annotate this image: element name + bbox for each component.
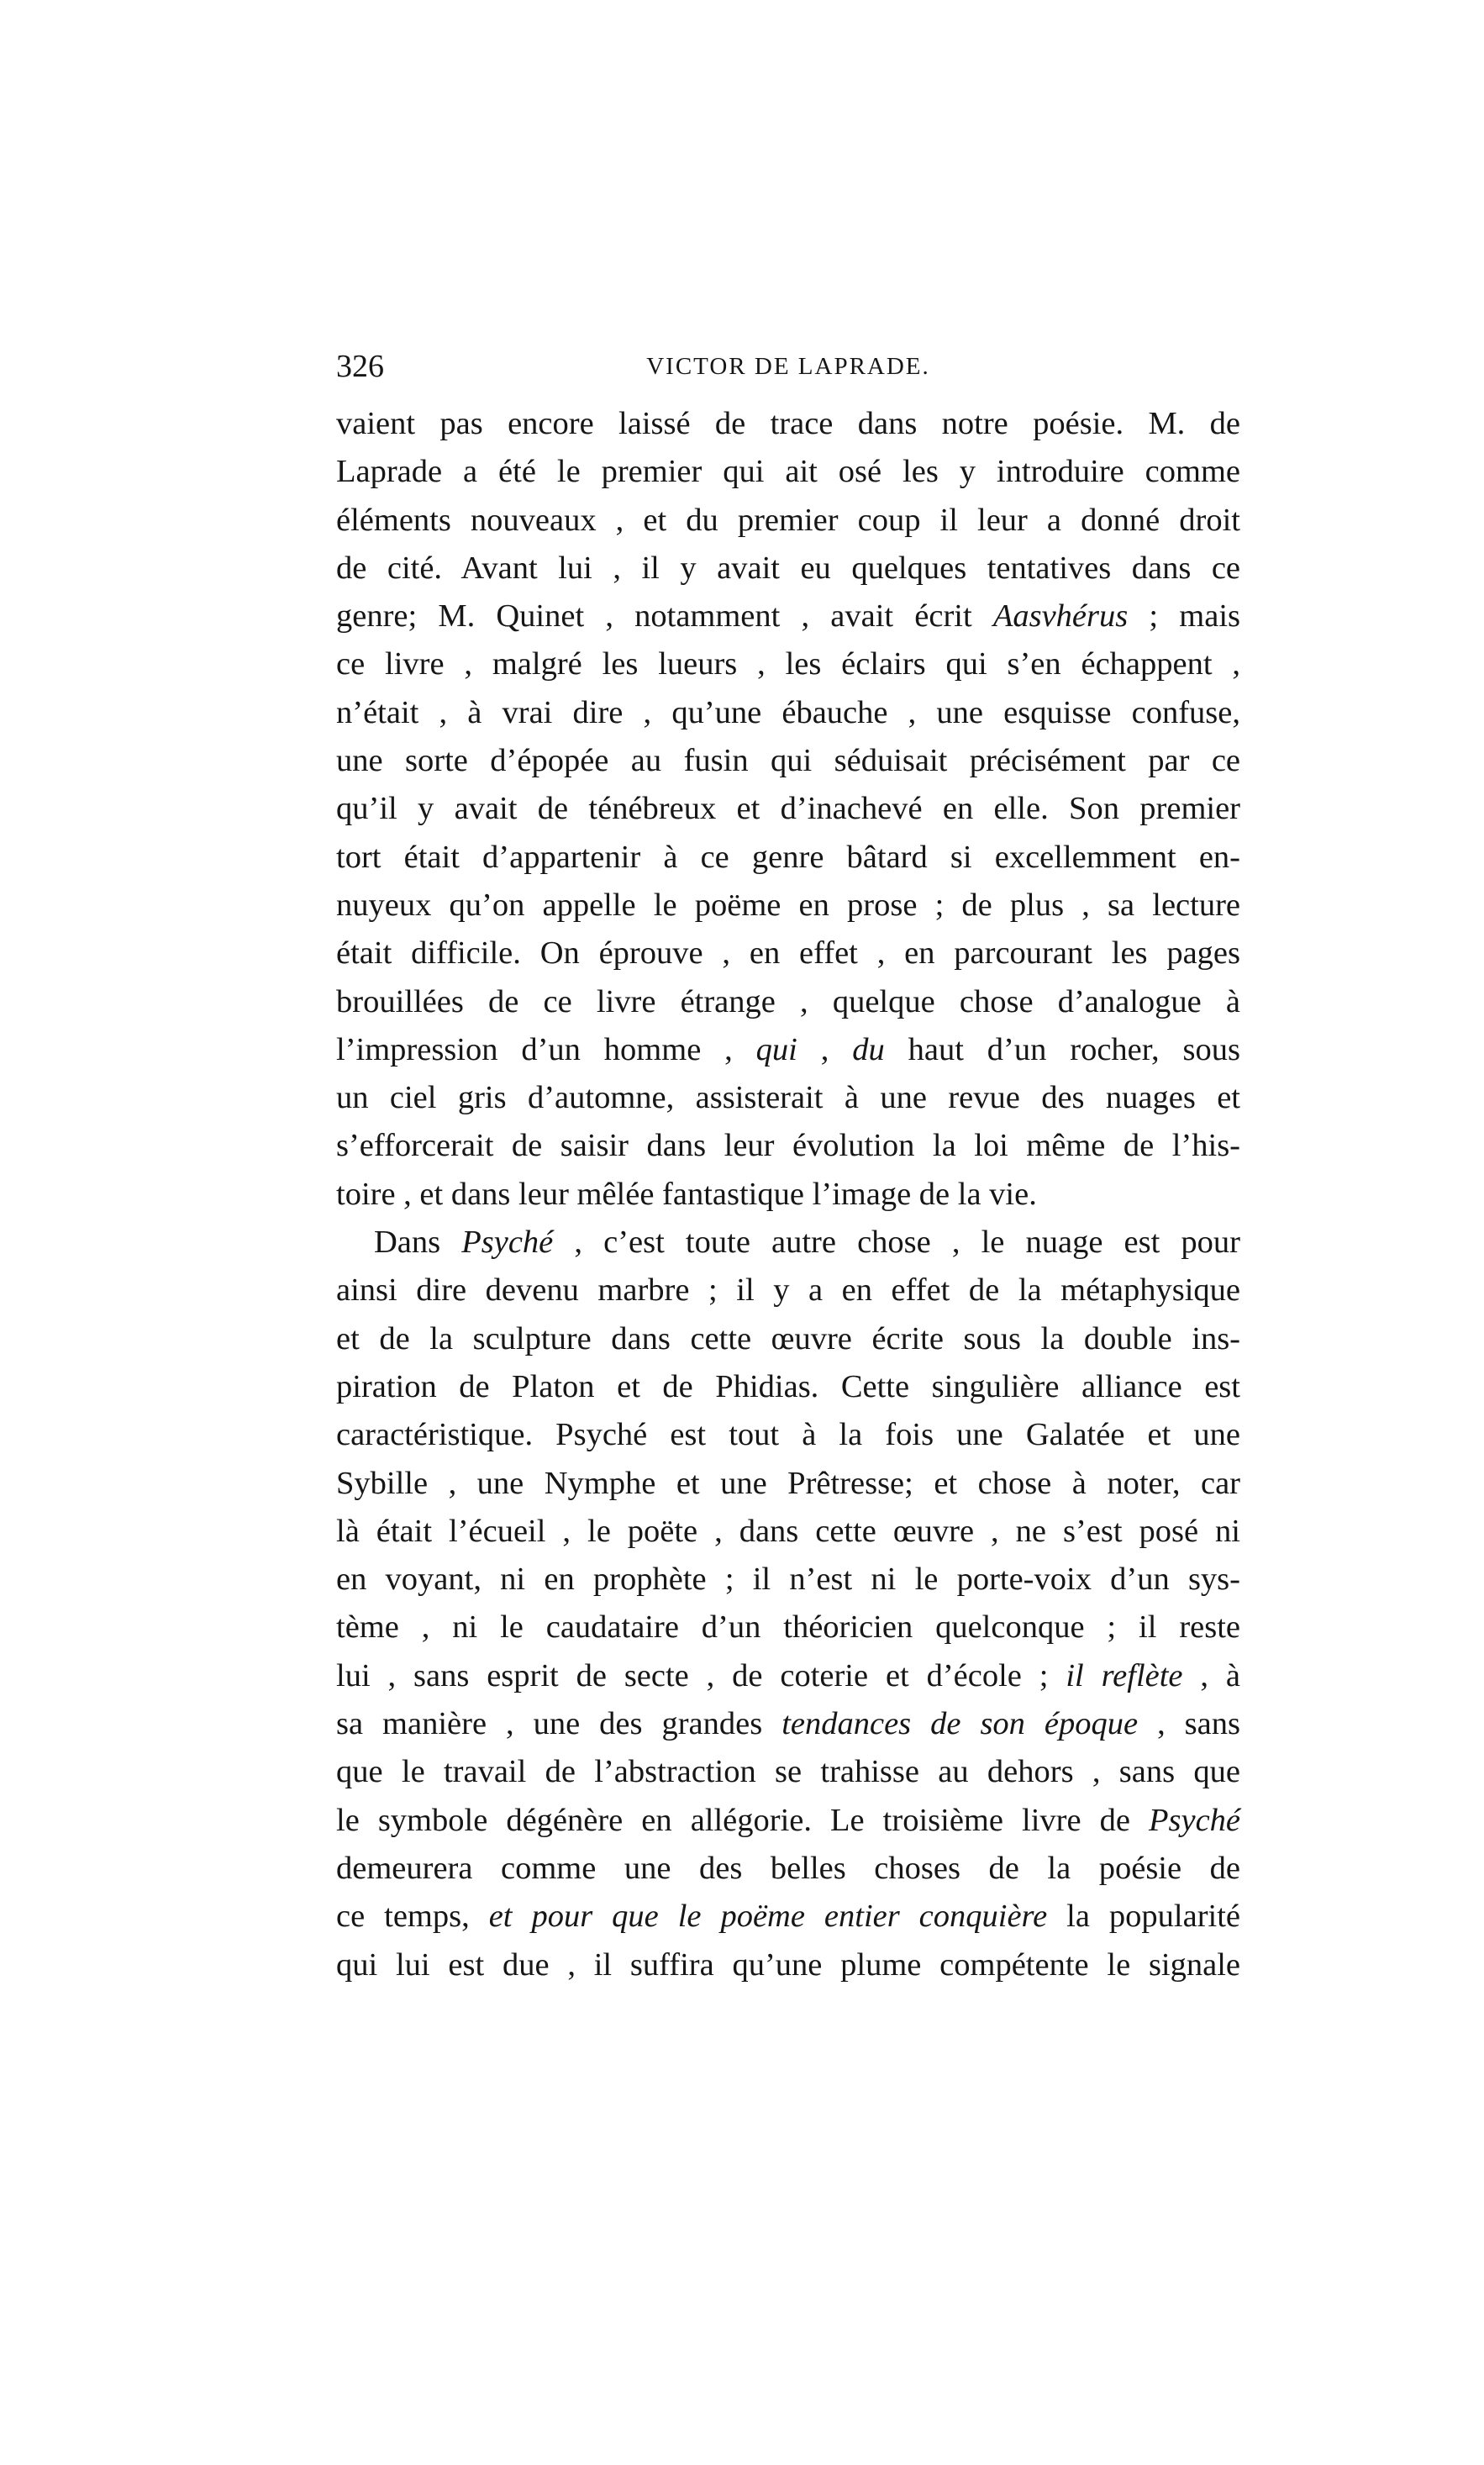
text-line — [336, 1845, 1240, 1893]
text-segment: là était l’écueil , le poëte , dans cette œuvre , ne s’est posé ni — [336, 1513, 1240, 1549]
text-line — [336, 1363, 1240, 1411]
text-segment: la popularité — [1047, 1899, 1241, 1935]
text-segment: , sans — [1138, 1706, 1240, 1742]
text-line — [336, 448, 1240, 496]
text-segment: le symbole dégénère en allégorie. Le troisième livre de — [336, 1802, 1149, 1838]
text-line — [336, 689, 1240, 737]
text-segment: l’impression d’un homme , — [336, 1031, 756, 1067]
text-line — [336, 1026, 1240, 1074]
text-line — [336, 1411, 1240, 1459]
text-line — [336, 1508, 1240, 1556]
text-segment: ainsi dire devenu marbre ; il y a en effet de la métaphysique — [336, 1272, 1240, 1309]
text-line — [336, 497, 1240, 545]
text-segment: ce temps, — [336, 1899, 489, 1935]
text-line — [336, 930, 1240, 977]
text-segment: s’efforcerait de saisir dans leur évolution la loi même de l’his- — [336, 1128, 1240, 1164]
text-segment: sa manière , une des grandes — [336, 1706, 782, 1742]
text-segment: Laprade a été le premier qui ait osé les y introduire comme — [336, 454, 1240, 490]
text-segment: vaient pas encore laissé de trace dans notre poésie. M. de — [336, 406, 1240, 441]
italic-text: il reflète — [1066, 1657, 1183, 1693]
text-line — [336, 1748, 1240, 1796]
text-segment: ce livre , malgré les lueurs , les éclairs qui s’en échappent , — [336, 646, 1240, 682]
text-segment: nuyeux qu’on appelle le poëme en prose ; de plus , sa lecture — [336, 887, 1240, 923]
text-segment: tème , ni le caudataire d’un théoricien quelconque ; il reste — [336, 1609, 1240, 1646]
text-segment: éléments nouveaux , et du premier coup il leur a donné droit — [336, 502, 1240, 538]
text-line — [336, 785, 1240, 833]
text-line — [336, 737, 1240, 785]
text-segment: n’était , à vrai dire , qu’une ébauche , une esquisse confuse, — [336, 694, 1240, 730]
text-segment: tort était d’appartenir à ce genre bâtard si excellemment en- — [336, 839, 1240, 875]
text-line — [336, 978, 1240, 1026]
text-segment: haut d’un rocher, sous — [884, 1031, 1240, 1067]
text-segment: qu’il y avait de ténébreux et d’inachevé en elle. Son premier — [336, 791, 1240, 827]
text-segment: qui lui est due , il suffira qu’une plume compétente le signale — [336, 1946, 1240, 1983]
text-segment: et de la sculpture dans cette œuvre écrite sous la double ins- — [336, 1320, 1240, 1356]
text-line — [336, 1893, 1240, 1941]
text-segment: ; mais — [1128, 598, 1240, 635]
text-segment: toire , et dans leur mêlée fantastique l’image de la vie. — [336, 1176, 1037, 1212]
italic-text: tendances de son époque — [781, 1706, 1139, 1742]
text-segment: genre; M. Quinet , notamment , avait écrit — [336, 598, 993, 635]
body-text — [336, 400, 1240, 1989]
text-segment: lui , sans esprit de secte , de coterie et d’école ; — [336, 1657, 1066, 1693]
text-segment: caractéristique. Psyché est tout à la fois une Galatée et une — [336, 1417, 1240, 1453]
text-line — [336, 1315, 1240, 1363]
text-line — [336, 545, 1240, 593]
text-segment: était difficile. On éprouve , en effet , en parcourant les pages — [336, 935, 1240, 972]
text-line — [336, 1171, 1240, 1219]
text-line — [336, 834, 1240, 882]
text-line — [336, 640, 1240, 688]
text-line — [336, 1219, 1240, 1267]
italic-text: du — [852, 1031, 885, 1067]
text-line — [336, 1700, 1240, 1748]
text-line — [336, 1941, 1240, 1989]
italic-text: Psyché — [461, 1225, 554, 1261]
text-segment: que le travail de l’abstraction se trahisse au dehors , sans que — [336, 1754, 1240, 1790]
italic-text: qui — [755, 1031, 797, 1067]
text-segment: piration de Platon et de Phidias. Cette singulière alliance est — [336, 1368, 1240, 1404]
running-header — [336, 348, 1240, 390]
text-segment: demeurera comme une des belles choses de la poésie de — [336, 1850, 1240, 1886]
text-line — [336, 1652, 1240, 1700]
text-segment: une sorte d’épopée au fusin qui séduisait précisément par ce — [336, 743, 1240, 779]
text-line — [336, 1074, 1240, 1122]
text-line — [336, 1460, 1240, 1508]
running-title: VICTOR DE LAPRADE. — [646, 353, 930, 380]
text-line — [336, 1267, 1240, 1314]
text-segment: en voyant, ni en prophète ; il n’est ni le porte-voix d’un sys- — [336, 1562, 1240, 1598]
text-segment: brouillées de ce livre étrange , quelque chose d’analogue à — [336, 983, 1240, 1019]
text-segment: Dans — [374, 1225, 462, 1261]
text-line — [336, 1797, 1240, 1845]
page-number: 326 — [336, 349, 384, 384]
text-line — [336, 1604, 1240, 1651]
text-line — [336, 593, 1240, 640]
text-segment: , — [797, 1031, 853, 1067]
italic-text: et pour que le poëme entier conquière — [488, 1899, 1048, 1935]
text-segment: , c’est toute autre chose , le nuage est pour — [553, 1225, 1241, 1261]
text-line — [336, 1122, 1240, 1170]
text-segment: Sybille , une Nymphe et une Prêtresse; et chose à noter, car — [336, 1465, 1240, 1501]
text-segment: un ciel gris d’automne, assisterait à une revue des nuages et — [336, 1080, 1240, 1116]
text-line — [336, 882, 1240, 930]
italic-text: Psyché — [1148, 1802, 1240, 1838]
text-line — [336, 400, 1240, 448]
text-segment: , à — [1182, 1657, 1240, 1693]
text-line — [336, 1556, 1240, 1604]
italic-text: Aasvhérus — [992, 598, 1129, 635]
text-segment: de cité. Avant lui , il y avait eu quelques tentatives dans ce — [336, 550, 1240, 586]
